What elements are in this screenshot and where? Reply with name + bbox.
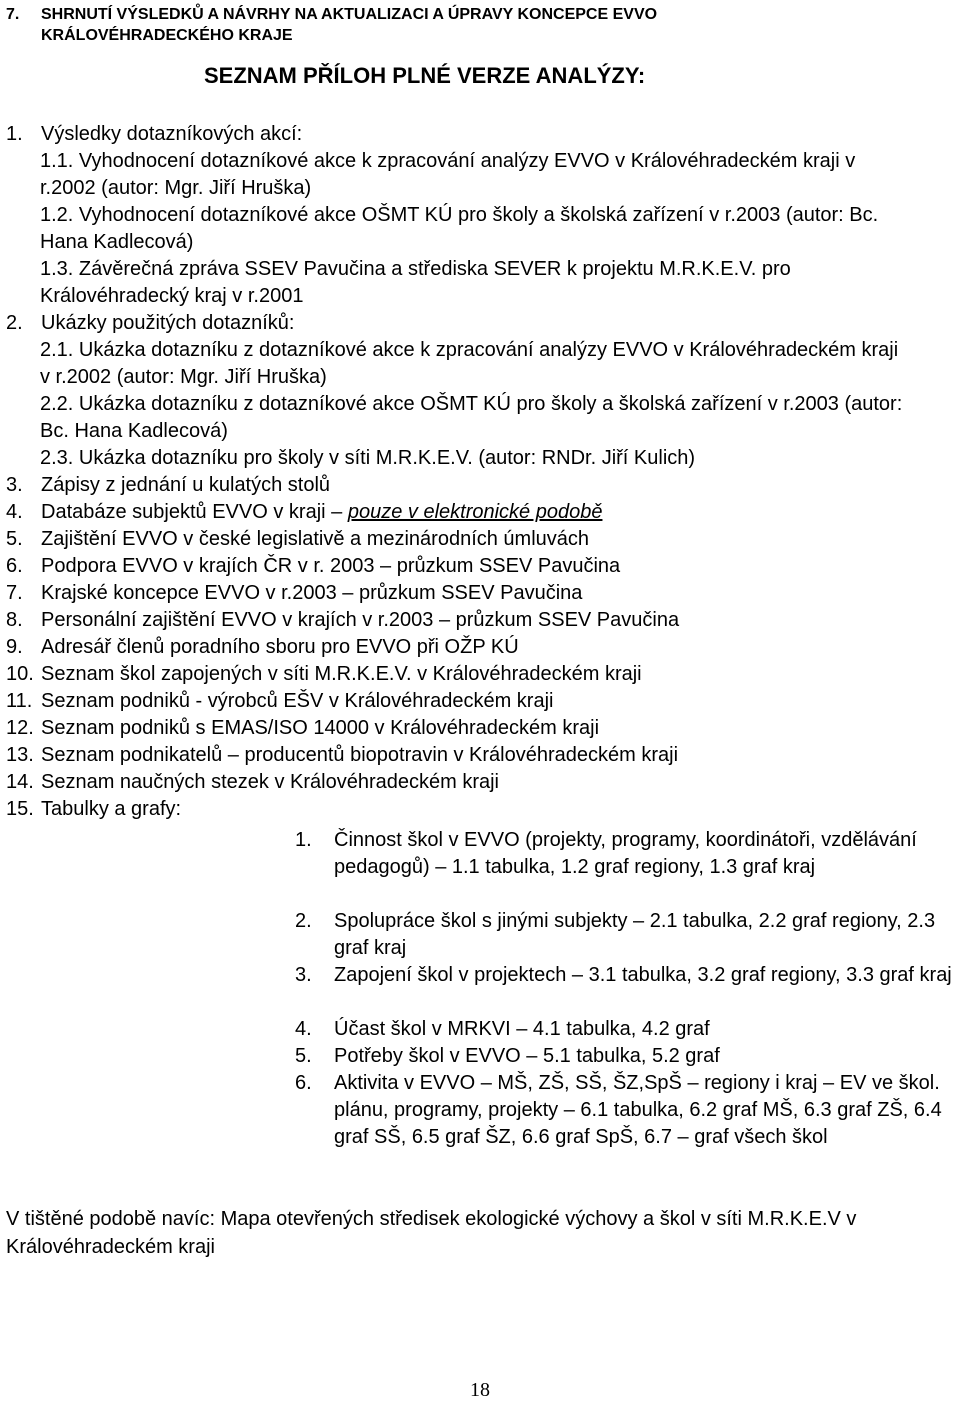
item-text-main: Databáze subjektů EVVO v kraji <box>41 501 326 523</box>
section-title-line1: SHRNUTÍ VÝSLEDKŮ A NÁVRHY NA AKTUALIZACI A ÚPRAVY KONCEPCE EVVO <box>41 6 658 23</box>
section-number: 7. <box>6 6 20 23</box>
item-text: Seznam podniků - výrobců EŠV v Královéhradeckém kraji <box>41 690 554 712</box>
section-title-line2: KRÁLOVÉHRADECKÉHO KRAJE <box>41 27 293 44</box>
table-item-text: Spolupráce škol s jinými subjekty – 2.1 tabulka, 2.2 graf regiony, 2.3 graf kraj <box>334 910 936 959</box>
item-number: 12. <box>6 717 34 739</box>
item-number: 1. <box>6 123 23 145</box>
table-item-text: Činnost škol v EVVO (projekty, programy, koordinátoři, vzdělávání pedagogů) – 1.1 tabulka, 1.2 graf regiony, 1.3 graf kraj <box>334 829 917 878</box>
item-number: 2. <box>6 312 23 334</box>
table-item-text: Aktivita v EVVO – MŠ, ZŠ, SŠ, ŠZ,SpŠ – regiony i kraj – EV ve škol. plánu, programy, projekty – 6.1 tabulka, 6.2 graf MŠ, 6.3 graf ZŠ, 6.4 graf SŠ, 6.5 graf ŠZ, 6.6 graf SpŠ, 6.7 – graf všech škol <box>334 1072 942 1148</box>
item-number: 4. <box>6 501 23 523</box>
print-note: V tištěné podobě navíc: Mapa otevřených středisek ekologické výchovy a škol v síti M.R.K.E.V v Královéhradeckém kraji <box>6 1208 857 1258</box>
item-text: Seznam naučných stezek v Královéhradeckém kraji <box>41 771 499 793</box>
sub-item: 2.2. Ukázka dotazníku z dotazníkové akce OŠMT KÚ pro školy a školská zařízení v r.2003 (autor: Bc. Hana Kadlecová) <box>40 393 903 442</box>
item-number: 14. <box>6 771 34 793</box>
item-text: Ukázky použitých dotazníků: <box>41 312 295 334</box>
item-text: Výsledky dotazníkových akcí: <box>41 123 303 145</box>
item-text: Zajištění EVVO v české legislativě a mezinárodních úmluvách <box>41 528 590 550</box>
table-item-number: 4. <box>295 1018 312 1040</box>
table-item-number: 6. <box>295 1072 312 1094</box>
item-number: 3. <box>6 474 23 496</box>
item-number: 9. <box>6 636 23 658</box>
item-text: Databáze subjektů EVVO v kraji – pouze v elektronické podobě <box>41 501 603 523</box>
table-item-text: Potřeby škol v EVVO – 5.1 tabulka, 5.2 graf <box>334 1045 720 1067</box>
item-number: 6. <box>6 555 23 577</box>
item-number: 10. <box>6 663 34 685</box>
sub-item: 1.3. Závěrečná zpráva SSEV Pavučina a střediska SEVER k projektu M.R.K.E.V. pro Královéhradecký kraj v r.2001 <box>40 258 791 307</box>
table-item-text: Účast škol v MRKVI – 4.1 tabulka, 4.2 graf <box>334 1018 710 1040</box>
table-item-text: Zapojení škol v projektech – 3.1 tabulka, 3.2 graf regiony, 3.3 graf kraj <box>334 964 952 986</box>
item-text: Podpora EVVO v krajích ČR v r. 2003 – průzkum SSEV Pavučina <box>41 555 621 577</box>
item-text: Krajské koncepce EVVO v r.2003 – průzkum SSEV Pavučina <box>41 582 583 604</box>
item-text: Seznam škol zapojených v síti M.R.K.E.V. v Královéhradeckém kraji <box>41 663 642 685</box>
item-text: Zápisy z jednání u kulatých stolů <box>41 474 331 496</box>
item-number: 5. <box>6 528 23 550</box>
sub-item: 1.2. Vyhodnocení dotazníkové akce OŠMT KÚ pro školy a školská zařízení v r.2003 (autor: Bc. Hana Kadlecová) <box>40 204 879 253</box>
item-number: 15. <box>6 798 34 820</box>
sub-item: 1.1. Vyhodnocení dotazníkové akce k zpracování analýzy EVVO v Královéhradeckém kraji v r.2002 (autor: Mgr. Jiří Hruška) <box>40 150 856 199</box>
sub-item: 2.3. Ukázka dotazníku pro školy v síti M.R.K.E.V. (autor: RNDr. Jiří Kulich) <box>40 447 696 469</box>
item-text: Seznam podniků s EMAS/ISO 14000 v Královéhradeckém kraji <box>41 717 600 739</box>
item-number: 11. <box>6 690 33 712</box>
table-item-number: 1. <box>295 829 312 851</box>
table-item-number: 5. <box>295 1045 312 1067</box>
item-number: 13. <box>6 744 34 766</box>
item-number: 8. <box>6 609 23 631</box>
item-text: Adresář členů poradního sboru pro EVVO při OŽP KÚ <box>41 636 519 658</box>
table-item-number: 2. <box>295 910 312 932</box>
item-text: Personální zajištění EVVO v krajích v r.2003 – průzkum SSEV Pavučina <box>41 609 680 631</box>
sub-item: 2.1. Ukázka dotazníku z dotazníkové akce k zpracování analýzy EVVO v Královéhradeckém kraji v r.2002 (autor: Mgr. Jiří Hruška) <box>40 339 899 388</box>
list-title: SEZNAM PŘÍLOH PLNÉ VERZE ANALÝZY: <box>204 63 646 88</box>
item-text: Seznam podnikatelů – producentů biopotravin v Královéhradeckém kraji <box>41 744 679 766</box>
item-text-italic: pouze v elektronické podobě <box>347 501 603 523</box>
table-item-number: 3. <box>295 964 312 986</box>
section-title <box>41 4 657 46</box>
page-number: 18 <box>470 1379 490 1401</box>
item-number: 7. <box>6 582 23 604</box>
item-text: Tabulky a grafy: <box>41 798 182 820</box>
